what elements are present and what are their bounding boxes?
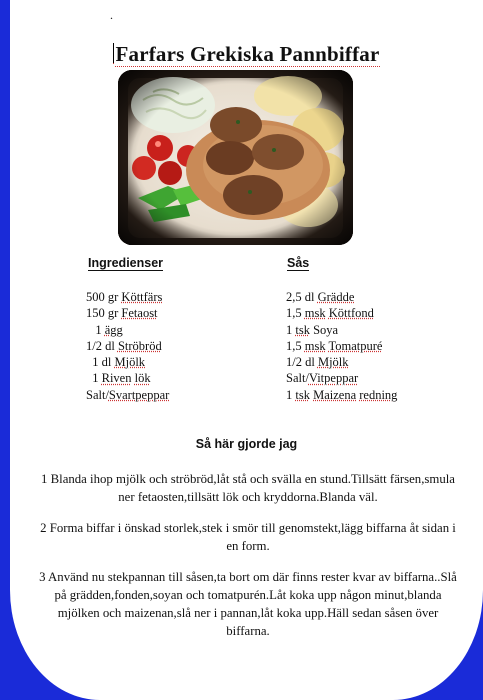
ingredient-word: Mjölk	[114, 355, 146, 370]
ingredient-item: 1 ägg	[86, 322, 123, 337]
sauce-heading: Sås	[287, 256, 310, 270]
ingredient-item: Salt/Svartpeppar	[86, 387, 170, 402]
sauce-word: Maizena	[313, 387, 357, 402]
ingredient-word: Fetaost	[121, 306, 158, 321]
sauce-item: Salt/Vitpeppar	[286, 371, 359, 386]
ingredient-word: ägg	[104, 322, 123, 337]
sauce-word: Tomatpuré	[328, 338, 383, 353]
sauce-item: 1 tsk Soya	[286, 322, 339, 337]
ingredient-word: Svartpeppar	[108, 387, 170, 402]
ingredient-item: 1 dl Mjölk	[86, 355, 146, 370]
document-page	[10, 0, 483, 700]
sauce-item: 1,5 msk Köttfond	[286, 306, 374, 321]
sauce-word: Vitpeppar	[308, 371, 359, 386]
ingredients-heading: Ingredienser	[88, 256, 164, 270]
ingredient-item: 1 Riven lök	[86, 371, 151, 386]
method-step-1: 1 Blanda ihop mjölk och ströbröd,låt stå och svälla en stund.Tillsätt färsen,smula ner fetaosten,tillsätt lök och kryddorna.Blanda väl.	[41, 472, 455, 504]
recipe-title[interactable]	[10, 42, 483, 67]
method-step-3: 3 Använd nu stekpannan till såsen,ta bort om där finns rester kvar av biffarna..Slå på grädden,fonden,soyan och tomatpurén.Låt koka upp någon minut,blanda mjölken och maizenan,slå ner i pannan,låt koka upp.Häll sedan såsen över biffarna.	[39, 570, 457, 638]
sauce-item: 1/2 dl Mjölk	[286, 355, 349, 370]
sauce-word: Mjölk	[317, 355, 349, 370]
ingredient-word: lök	[134, 371, 151, 386]
recipe-title-text: Farfars Grekiska Pannbiffar	[115, 42, 380, 66]
sauce-item: 2,5 dl Grädde	[286, 290, 355, 304]
ingredient-item: 150 gr Fetaost	[86, 306, 158, 321]
ingredients-list	[86, 289, 169, 403]
dish-photo	[118, 70, 353, 245]
method-heading: Så här gjorde jag	[195, 437, 298, 451]
sauce-word: tsk	[295, 387, 310, 402]
ingredient-item: 1/2 dl Ströbröd	[86, 338, 162, 353]
sauce-word: tsk	[295, 322, 310, 337]
sauce-word: msk	[304, 338, 326, 353]
sauce-word: Grädde	[317, 290, 355, 304]
sauce-word: Köttfond	[328, 306, 374, 321]
sauce-word: msk	[304, 306, 326, 321]
dish-photo-image	[118, 70, 353, 245]
sauce-item: 1,5 msk Tomatpuré	[286, 338, 383, 353]
sauce-word: redning	[359, 387, 398, 402]
stray-dot: .	[110, 8, 113, 22]
sauce-list	[286, 289, 397, 403]
sauce-item: 1 tsk Maizena redning	[286, 387, 398, 402]
ingredient-item: 500 gr Köttfärs	[86, 290, 163, 304]
ingredient-word: Köttfärs	[121, 290, 163, 304]
ingredient-word: Ströbröd	[117, 338, 162, 353]
ingredient-word: Riven	[101, 371, 132, 386]
method-step-2: 2 Forma biffar i önskad storlek,stek i smör till genomstekt,lägg biffarna åt sidan i en form.	[40, 521, 456, 553]
